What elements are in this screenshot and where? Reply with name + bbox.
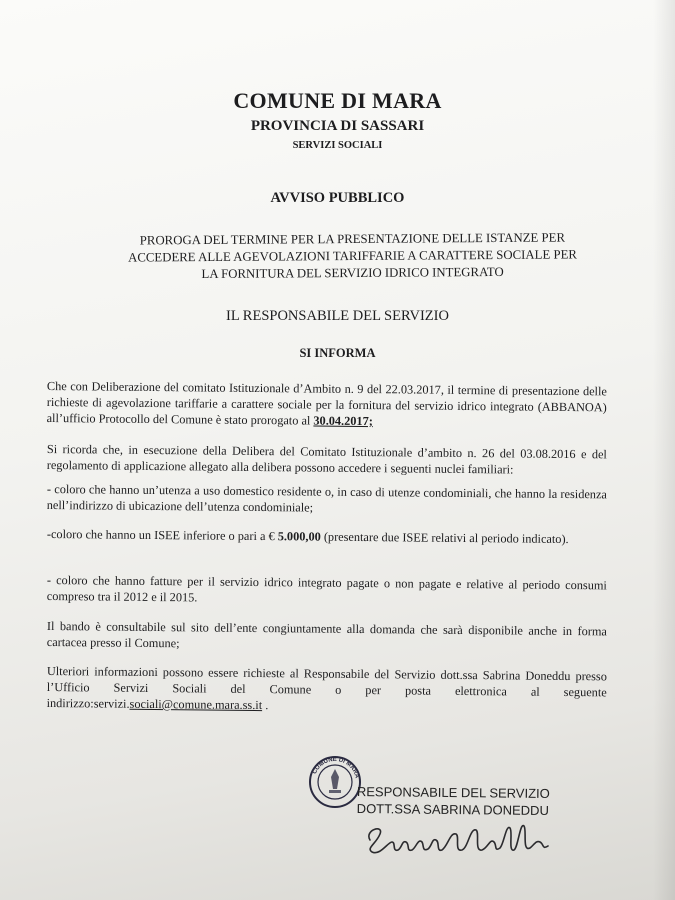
- isee-text-b: (presentare due ISEE relativi al periodo indicato).: [320, 529, 569, 547]
- responsible-heading: IL RESPONSABILE DEL SERVIZIO: [226, 308, 449, 324]
- contact-email: sociali@comune.mara.ss.it: [129, 696, 263, 713]
- page-shadow: [653, 0, 675, 900]
- contact-end: .: [262, 698, 269, 713]
- deadline-date: 30.04.2017;: [313, 413, 373, 429]
- paragraph-domestic-users: - coloro che hanno un’utenza a uso domestico residente o, in caso di utenze condominiali, che hanno la residenza nell’indirizzo di ubicazione dell’utenza condominiale;: [46, 481, 607, 515]
- paragraph-deadline: [47, 378, 607, 431]
- contact-text: Ulteriori informazioni possono essere richieste al Responsabile del Servizio dott.ssa Sabrina Doneddu presso l’Ufficio Servizi Sociali del Comune o per posta elettronica al seguente indirizzo:servizi.: [46, 663, 607, 711]
- paragraph-isee: [47, 526, 607, 547]
- paragraph-eligibility-intro: Si ricorda che, in esecuzione della Delibera del Comitato Istituzionale d’ambito n. 26 del 03.08.2016 e del regolamento di applicazione allegato alla delibera possono accedere i seguenti nuclei familiari:: [46, 441, 607, 477]
- municipal-stamp-icon: [308, 755, 362, 809]
- isee-amount: 5.000,00: [277, 529, 321, 544]
- department-title: SERVIZI SOCIALI: [292, 140, 383, 151]
- svg-text:COMUNE DI MARA: COMUNE DI MARA: [311, 756, 360, 780]
- informs-heading: SI INFORMA: [299, 346, 376, 360]
- paragraph-deadline-text: Che con Deliberazione del comitato Istituzionale d’Ambito n. 9 del 22.03.2017, il termine di presentazione delle richieste di agevolazione tariffarie a carattere sociale per la fornitura del servizio idrico integrato (ABBANOA) all’ufficio Protocollo del Comune è stato prorogato al: [46, 378, 607, 428]
- signature-name: DOTT.SSA SABRINA DONEDDU: [356, 800, 549, 819]
- notice-subject: PROROGA DEL TERMINE PER LA PRESENTAZIONE DELLE ISTANZE PER ACCEDERE ALLE AGEVOLAZIONI TARIFFARIE A CARATTERE SOCIALE PER LA FORNITURA DEL SERVIZIO IDRICO INTEGRATO: [127, 230, 577, 282]
- paragraph-bando: Il bando è consultabile sul sito dell’ente congiuntamente alla domanda che sarà disponibile anche in forma cartacea presso il Comune;: [46, 618, 607, 651]
- signature-role: RESPONSABILE DEL SERVIZIO: [356, 783, 550, 802]
- paragraph-contact: [47, 663, 607, 716]
- isee-text-a: -coloro che hanno un ISEE inferiore o pari a €: [46, 526, 278, 544]
- paragraph-invoices: - coloro che hanno fatture per il servizio idrico integrato pagate o non pagate e relative al periodo consumi compreso tra il 2012 e il 2015.: [46, 572, 607, 605]
- handwritten-signature-icon: [362, 812, 562, 862]
- notice-heading: AVVISO PUBBLICO: [270, 190, 405, 206]
- province-title: PROVINCIA DI SASSARI: [250, 118, 425, 134]
- municipality-title: COMUNE DI MARA: [233, 88, 442, 113]
